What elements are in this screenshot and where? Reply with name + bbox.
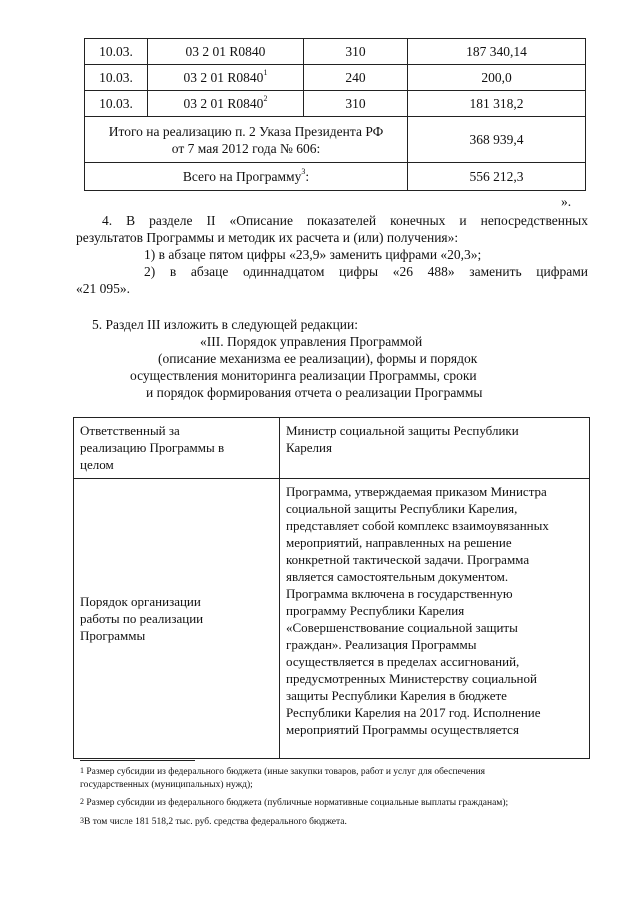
- table-row: [74, 479, 590, 759]
- table-row: [74, 418, 590, 479]
- program-management-table: [73, 417, 590, 759]
- budget-table: [84, 38, 586, 191]
- expense-type-cell: 310: [304, 39, 408, 65]
- section5-heading-line4: и порядок формирования отчета о реализации Программы: [146, 385, 483, 400]
- footnote-2: $^2$ Размер субсидии из федерального бюджета (публичные нормативные социальные выплаты гражданам);: [80, 797, 509, 808]
- amount-cell: 200,0: [408, 65, 586, 91]
- footnote-ref: 2: [263, 93, 268, 103]
- closing-quote: ».: [561, 194, 572, 209]
- amount-cell: 181 318,2: [408, 91, 586, 117]
- section4-line2: результатов Программы и методик их расчета и (или) получения»:: [76, 230, 459, 245]
- table-row: [85, 91, 586, 117]
- footnote-3: $^3$В том числе 181 518,2 тыс. руб. средства федерального бюджета.: [80, 816, 347, 827]
- procedure-label-cell: Порядок организации работы по реализации Программы: [74, 479, 280, 759]
- expense-type-cell: 240: [304, 65, 408, 91]
- total-label: Всего на Программу$^3$:: [85, 163, 408, 191]
- table-row: [85, 39, 586, 65]
- responsible-label-cell: Ответственный за реализацию Программы в целом: [74, 418, 280, 479]
- section4-item1: 1) в абзаце пятом цифры «23,9» заменить цифрами «20,3»;: [144, 247, 482, 262]
- target-article-cell: 03 2 01 R0840: [148, 39, 304, 65]
- expense-type-cell: 310: [304, 91, 408, 117]
- section5-intro: 5. Раздел III изложить в следующей редакции:: [92, 317, 359, 332]
- footnote-1: $^1$ Размер субсидии из федерального бюджета (иные закупки товаров, работ и услуг для обеспечения государственных (муниципальных) нужд);: [80, 766, 486, 790]
- amount-cell: 187 340,14: [408, 39, 586, 65]
- section4-item2-line2: «21 095».: [76, 281, 130, 296]
- footnote-ref: 3: [301, 166, 306, 176]
- subtotal-label: Итого на реализацию п. 2 Указа Президента РФ от 7 мая 2012 года № 606:: [85, 117, 408, 163]
- section5-heading-line3: осуществления мониторинга реализации Программы, сроки: [130, 368, 477, 383]
- total-value: 556 212,3: [408, 163, 586, 191]
- target-article-cell: 03 2 01 R0840$^1$: [148, 65, 304, 91]
- section5-heading-line1: «III. Порядок управления Программой: [200, 334, 423, 349]
- footnote-ref: 1: [263, 67, 268, 77]
- section5-heading-line2: (описание механизма ее реализации), формы и порядок: [158, 351, 478, 366]
- target-article-cell: 03 2 01 R0840$^2$: [148, 91, 304, 117]
- subtotal-value: 368 939,4: [408, 117, 586, 163]
- procedure-description-cell: Программа, утверждаемая приказом Министра социальной защиты Республики Карелия, представляет собой комплекс взаимоувязанных мероприятий, направленных на решение конкретной тактической задачи. Программа является самостоятельным документом. Программа включена в государственную программу Республики Карелия «Совершенствование социальной защиты граждан». Реализация Программы осуществляется в пределах ассигнований, предусмотренных Министерству социальной защиты Республики Карелия в бюджете Республики Карелия на 2017 год. Исполнение мероприятий Программы осуществляется: [280, 479, 590, 759]
- subtotal-row: [85, 117, 586, 163]
- responsible-value-cell: Министр социальной защиты Республики Карелия: [280, 418, 590, 479]
- section4-line1: 4. В разделе II «Описание показателей конечных и непосредственных: [102, 213, 588, 228]
- total-row: [85, 163, 586, 191]
- section4-item2-line1: 2) в абзаце одиннадцатом цифры «26 488» заменить цифрами: [144, 264, 588, 279]
- section-code-cell: 10.03.: [85, 65, 148, 91]
- section-code-cell: 10.03.: [85, 39, 148, 65]
- footnote-separator: [80, 760, 195, 761]
- table-row: [85, 65, 586, 91]
- section-code-cell: 10.03.: [85, 91, 148, 117]
